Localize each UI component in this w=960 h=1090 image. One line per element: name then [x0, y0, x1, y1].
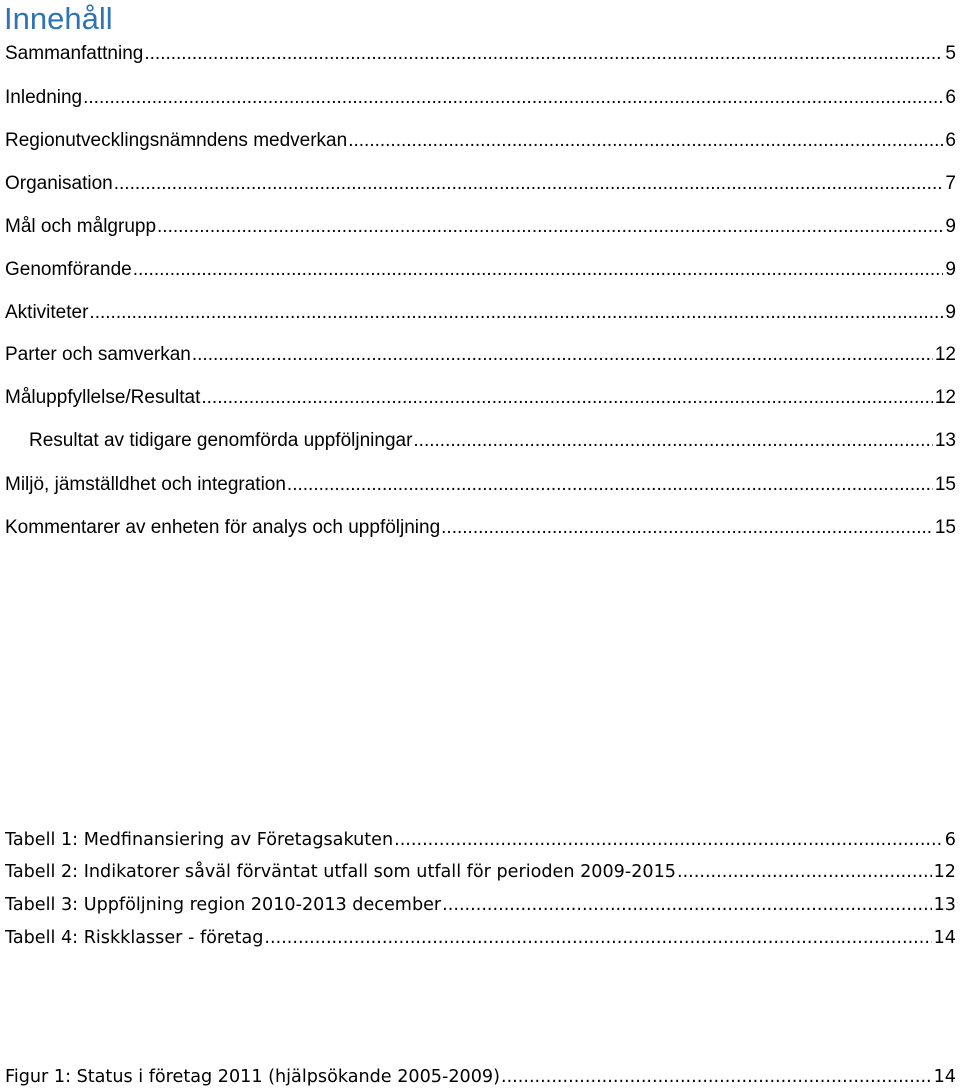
toc-dot-leader: [83, 85, 943, 111]
toc-entry-inledning[interactable]: [5, 85, 956, 111]
toc-entry-organisation[interactable]: [5, 171, 956, 197]
toc-page-number: 12: [933, 862, 956, 882]
table-list-label: Tabell 2: Indikatorer såväl förväntat utfall som utfall för perioden 2009-2015: [5, 862, 676, 882]
toc-page-number: 15: [934, 517, 956, 538]
toc-entry-label: Genomförande: [5, 259, 132, 280]
figure-list-label: Figur 1: Status i företag 2011 (hjälpsökande 2005-2009): [5, 1067, 500, 1087]
table-list-label: Tabell 3: Uppföljning region 2010-2013 december: [5, 895, 442, 915]
toc-entry-label: Måluppfyllelse/Resultat: [5, 387, 201, 408]
toc-entry-mal-och-malgrupp[interactable]: [5, 214, 956, 240]
toc-dot-leader: [157, 214, 943, 240]
toc-dot-leader: [89, 300, 943, 326]
toc-entry-kommentarer-analys-uppfoljning[interactable]: [5, 515, 956, 541]
toc-page-number: 12: [934, 387, 956, 408]
toc-dot-leader: [677, 859, 932, 885]
toc-page-number: 12: [934, 344, 956, 365]
toc-page-number: 14: [933, 1067, 956, 1087]
figure-list-entry-1[interactable]: [5, 1064, 956, 1090]
toc-entry-parter-och-samverkan[interactable]: [5, 342, 956, 368]
toc-entry-aktiviteter[interactable]: [5, 300, 956, 326]
table-list-label: Tabell 1: Medfinansiering av Företagsakuten: [5, 830, 394, 850]
toc-dot-leader: [287, 472, 933, 498]
toc-entry-miljo-jamstalldhet-integration[interactable]: [5, 472, 956, 498]
toc-dot-leader: [501, 1064, 932, 1090]
toc-page-number: 5: [945, 43, 956, 64]
toc-page-number: 6: [944, 830, 956, 850]
table-list-entry-4[interactable]: [5, 925, 956, 951]
toc-entry-label: Regionutvecklingsnämndens medverkan: [5, 130, 348, 151]
table-list-entry-1[interactable]: [5, 827, 956, 853]
toc-entry-label: Mål och målgrupp: [5, 216, 157, 237]
toc-dot-leader: [144, 41, 943, 67]
toc-entry-label: Resultat av tidigare genomförda uppföljningar: [29, 430, 413, 451]
toc-page-number: 7: [945, 173, 956, 194]
toc-page-number: 6: [945, 130, 956, 151]
toc-entry-regionutvecklingsnamndens-medverkan[interactable]: [5, 128, 956, 154]
toc-dot-leader: [114, 171, 944, 197]
toc-dot-leader: [348, 128, 943, 154]
toc-entry-label: Miljö, jämställdhet och integration: [5, 474, 286, 495]
toc-entry-maluppfyllelse-resultat[interactable]: [5, 385, 956, 411]
toc-dot-leader: [441, 515, 933, 541]
toc-page-number: 6: [945, 87, 956, 108]
toc-page-number: 15: [934, 474, 956, 495]
toc-page-number: 9: [945, 302, 956, 323]
table-list-entry-3[interactable]: [5, 892, 956, 918]
toc-page-number: 13: [933, 895, 956, 915]
toc-dot-leader: [394, 827, 943, 853]
toc-entry-label: Aktiviteter: [5, 302, 89, 323]
table-list-entry-2[interactable]: [5, 859, 956, 885]
toc-page-number: 14: [933, 928, 956, 948]
toc-dot-leader: [133, 257, 944, 283]
toc-entry-label: Inledning: [5, 87, 83, 108]
toc-dot-leader: [264, 925, 931, 951]
toc-entry-resultat-av-tidigare-uppfoljningar[interactable]: [29, 428, 956, 454]
toc-dot-leader: [413, 428, 932, 454]
table-list-label: Tabell 4: Riskklasser - företag: [5, 928, 264, 948]
toc-dot-leader: [192, 342, 933, 368]
toc-entry-genomforande[interactable]: [5, 257, 956, 283]
toc-entry-sammanfattning[interactable]: [5, 41, 956, 67]
toc-dot-leader: [442, 892, 931, 918]
toc-page-number: 13: [934, 430, 956, 451]
toc-page-number: 9: [945, 216, 956, 237]
toc-page-number: 9: [945, 259, 956, 280]
toc-entry-label: Kommentarer av enheten för analys och uppföljning: [5, 517, 441, 538]
toc-heading: Innehåll: [4, 1, 113, 36]
toc-dot-leader: [201, 385, 932, 411]
toc-entry-label: Parter och samverkan: [5, 344, 191, 365]
toc-entry-label: Organisation: [5, 173, 113, 194]
toc-entry-label: Sammanfattning: [5, 43, 144, 64]
